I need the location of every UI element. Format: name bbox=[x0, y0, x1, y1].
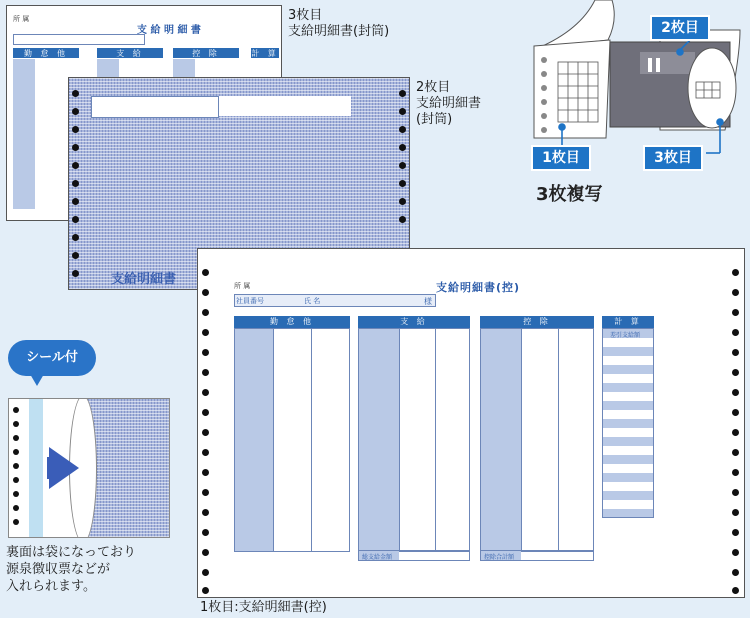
sheet1-col2-shade bbox=[359, 329, 399, 551]
sheet1-col3-divider-a bbox=[521, 328, 522, 552]
sheet2-label-line3: (封筒) bbox=[416, 112, 453, 127]
tag-sheet-2: 2枚目 bbox=[650, 15, 710, 41]
sheet-1-form bbox=[197, 248, 745, 598]
seal-note-line1: 裏面は袋になっており bbox=[6, 545, 137, 560]
sheet3-col1-shade bbox=[13, 59, 35, 209]
sheet1-col1-header: 勤 怠 他 bbox=[234, 316, 350, 328]
sheet1-employee-row bbox=[234, 294, 436, 307]
sheet3-form-title: 支 給 明 細 書 bbox=[137, 25, 201, 36]
sheet1-col1-divider-a bbox=[273, 328, 274, 552]
sheet2-label bbox=[416, 80, 481, 128]
sheet1-form-title: 支給明細書(控) bbox=[436, 281, 521, 294]
sheet1-col3-divider-b bbox=[558, 328, 559, 552]
three-ply-caption: 3枚複写 bbox=[536, 184, 603, 205]
sheet2-header-box bbox=[91, 96, 219, 118]
tag-sheet-1: 1枚目 bbox=[531, 145, 591, 171]
sheet2-label-line1: 2枚目 bbox=[416, 80, 451, 95]
seal-strip bbox=[29, 399, 43, 537]
sheet2-white-panel bbox=[219, 96, 351, 116]
sheet1-col2-divider-b bbox=[435, 328, 436, 552]
sheet3-name-box bbox=[13, 34, 145, 45]
sheet3-label bbox=[288, 8, 389, 40]
seal-badge: シール付 bbox=[8, 340, 96, 376]
sheet1-col3-shade bbox=[481, 329, 521, 551]
sheet2-label-line2: 支給明細書 bbox=[416, 96, 482, 111]
sheet3-label-line2: 支給明細書(封筒) bbox=[288, 24, 390, 39]
sheet1-col1-divider-b bbox=[311, 328, 312, 552]
sheet1-calc-first: 差引支給額 bbox=[610, 332, 641, 339]
sheet1-emp-no-label: 社員番号 bbox=[236, 297, 264, 305]
sheet3-col1-header: 勤 怠 他 bbox=[13, 48, 79, 58]
seal-illustration bbox=[8, 398, 170, 538]
sheet3-col3-header: 控 除 bbox=[173, 48, 239, 58]
arrow-right-icon bbox=[49, 447, 79, 489]
sheet3-dept-label: 所 属 bbox=[13, 15, 30, 23]
sheet1-col3-header: 控 除 bbox=[480, 316, 594, 328]
sheet1-dept-label: 所 属 bbox=[234, 282, 251, 290]
seal-badge-pointer bbox=[30, 374, 44, 386]
sheet1-col1-shade bbox=[235, 329, 273, 551]
sheet3-label-line1: 3枚目 bbox=[288, 8, 323, 23]
seal-note bbox=[6, 544, 136, 595]
sheet1-col4-header: 計 算 bbox=[602, 316, 654, 328]
sheet1-caption: 1枚目:支給明細書(控) bbox=[200, 600, 327, 615]
sheet1-pay-total-label: 総支給金額 bbox=[362, 554, 393, 561]
tag-sheet-3: 3枚目 bbox=[643, 145, 703, 171]
sheet1-deduct-total-label: 控除合計額 bbox=[484, 554, 515, 561]
sheet2-footer-title: 支給明細書 bbox=[111, 272, 177, 287]
seal-note-line2: 源泉徴収票などが bbox=[6, 562, 111, 577]
sheet1-col2-divider-a bbox=[399, 328, 400, 552]
sheet1-name-label: 氏 名 bbox=[304, 297, 321, 305]
sheet1-calc-body bbox=[602, 328, 654, 518]
sheet1-sama: 様 bbox=[424, 297, 432, 306]
arrow-right-icon-tail bbox=[47, 457, 51, 479]
sheet1-col2-header: 支 給 bbox=[358, 316, 470, 328]
sheet3-col2-header: 支 給 bbox=[97, 48, 163, 58]
sheet3-col4-header: 計 算 bbox=[251, 49, 279, 58]
seal-note-line3: 入れられます。 bbox=[6, 579, 96, 594]
